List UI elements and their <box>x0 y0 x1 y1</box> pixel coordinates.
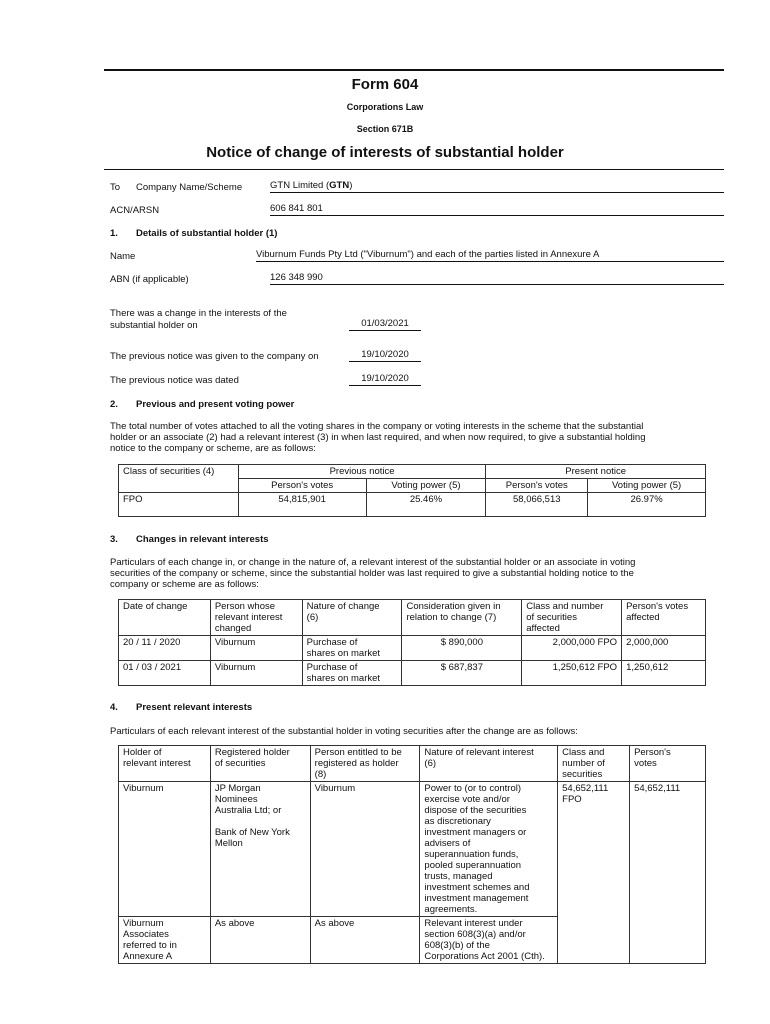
company-close: ) <box>349 180 353 191</box>
votes-cell <box>630 782 706 917</box>
registered-spacer <box>215 816 306 827</box>
nature-line3: dispose of the securities <box>424 805 527 816</box>
change-person-cell <box>210 636 302 661</box>
previous-header: Previous notice <box>329 466 395 477</box>
registered-line2: Nominees <box>214 794 258 805</box>
nature-line2: exercise vote and/or <box>424 794 510 805</box>
acn-field <box>270 203 724 216</box>
nature-line10: investment schemes and <box>424 882 530 893</box>
section3-para-line3: company or scheme are as follows: <box>110 579 259 590</box>
row-pres-power-cell <box>588 493 706 517</box>
previous-header-cell <box>238 465 486 479</box>
prev-dated-field <box>349 373 421 386</box>
holder-value: Viburnum <box>123 783 164 794</box>
nature-line12: agreements. <box>424 904 478 915</box>
present-header-cell <box>486 465 706 479</box>
present-header: Present notice <box>565 466 627 477</box>
section4-title: Present relevant interests <box>136 702 253 713</box>
holder-cell <box>119 782 211 917</box>
registered-line3: Australia Ltd; or <box>214 805 282 816</box>
entitled-cell <box>310 917 420 964</box>
name-label: Name <box>110 251 136 262</box>
registered-cell <box>210 782 310 917</box>
change-class-number: 1,250,612 FPO <box>552 662 618 673</box>
nature-header-line2: (6) <box>424 758 437 769</box>
section2-para-line2: holder or an associate (2) had a relevant interest (3) in when last required, and when now required, to give a substantial holding <box>110 432 646 443</box>
change-date: 01/03/2021 <box>361 318 409 329</box>
nature-line5: investment managers or <box>424 827 527 838</box>
section1-number: 1. <box>110 228 118 239</box>
row-prev-power-cell <box>366 493 486 517</box>
votes-header-line1: Person's <box>634 747 671 758</box>
section4-number: 4. <box>110 702 118 713</box>
nature-header-line2: (6) <box>306 612 319 623</box>
section3-title: Changes in relevant interests <box>136 534 269 545</box>
change-class-number: 2,000,000 FPO <box>552 637 618 648</box>
nature-cell <box>420 917 558 964</box>
nature-line4: Corporations Act 2001 (Cth). <box>424 951 545 962</box>
class-header: Class of securities (4) <box>123 466 215 477</box>
holder-header-line1: Holder of <box>123 747 162 758</box>
prev-votes-header: Person's votes <box>271 480 334 491</box>
law-subtitle: Corporations Law <box>346 102 424 112</box>
registered-header-cell <box>210 746 310 782</box>
change-votes: 2,000,000 <box>626 637 669 648</box>
section2-paragraph <box>110 421 710 454</box>
consideration-header-line2: relation to change (7) <box>406 612 497 623</box>
change-nature-cell <box>302 661 402 686</box>
class-header-cell <box>119 465 239 493</box>
interests-header-row <box>119 746 706 782</box>
nature-line11: investment management <box>424 893 529 904</box>
votes-header-line1: Person's votes <box>626 601 689 612</box>
registered-value: As above <box>214 918 255 929</box>
date-header-cell <box>119 600 211 636</box>
company-label: Company Name/Scheme <box>136 182 243 193</box>
entitled-value: Viburnum <box>314 783 356 794</box>
nature-line2: section 608(3)(a) and/or <box>424 929 526 940</box>
table-row <box>119 917 706 964</box>
entitled-cell <box>310 782 420 917</box>
holder-line3: referred to in <box>123 940 177 951</box>
class-header-line3: securities <box>562 769 603 780</box>
nature-line6: advisers of <box>424 838 471 849</box>
class-number-header-cell <box>522 600 622 636</box>
row-prev-votes: 54,815,901 <box>278 494 326 505</box>
voting-table-header-row <box>119 465 706 479</box>
prev-given-label: The previous notice was given to the company on <box>110 351 319 362</box>
nature-header-line1: Nature of change <box>306 601 380 612</box>
section2-number: 2. <box>110 399 118 410</box>
change-class-number-cell <box>522 636 622 661</box>
nature-line3: 608(3)(b) of the <box>424 940 490 951</box>
section1-title: Details of substantial holder (1) <box>136 228 278 239</box>
row-class: FPO <box>123 494 143 505</box>
class-number-header-line3: affected <box>526 623 560 634</box>
entitled-header-line1: Person entitled to be <box>314 747 402 758</box>
section4-paragraph: Particulars of each relevant interest of the substantial holder in voting securities after the change are as follows: <box>110 726 578 737</box>
change-person-cell <box>210 661 302 686</box>
entitled-header-cell <box>310 746 420 782</box>
notice-title: Notice of change of interests of substantial holder <box>206 144 564 161</box>
class-cell-empty <box>558 917 630 964</box>
header-rule <box>104 169 724 170</box>
nature-line7: superannuation funds, <box>424 849 519 860</box>
registered-header-line2: of securities <box>214 758 266 769</box>
changes-header-row <box>119 600 706 636</box>
entitled-value: As above <box>314 918 355 929</box>
company-code: GTN <box>329 180 350 191</box>
class-header-line1: Class and <box>562 747 605 758</box>
entitled-header-line3: (8) <box>314 769 327 780</box>
consideration-header-cell <box>402 600 522 636</box>
pres-votes-header-cell <box>486 479 588 493</box>
votes-header-line2: votes <box>634 758 657 769</box>
change-consideration-cell <box>402 636 522 661</box>
class-cell <box>558 782 630 917</box>
pres-power-header-cell <box>588 479 706 493</box>
row-prev-votes-cell <box>238 493 366 517</box>
table-row <box>119 661 706 686</box>
change-date-cell <box>119 661 211 686</box>
nature-line8: pooled superannuation <box>424 860 522 871</box>
change-nature-line1: Purchase of <box>306 662 358 673</box>
nature-line1: Relevant interest under <box>424 918 523 929</box>
section3-para-line1: Particulars of each change in, or change in the nature of, a relevant interest of the substantial holder or an associate in voting <box>110 557 636 568</box>
change-nature-cell <box>302 636 402 661</box>
registered-cell <box>210 917 310 964</box>
holder-line2: Associates <box>123 929 169 940</box>
class-line2: FPO <box>562 794 582 805</box>
change-person: Viburnum <box>214 662 256 673</box>
change-label-line1: There was a change in the interests of the <box>110 308 287 319</box>
holder-line4: Annexure A <box>123 951 173 962</box>
nature-line1: Power to (or to control) <box>424 783 522 794</box>
class-number-header-line1: Class and number <box>526 601 604 612</box>
nature-line4: as discretionary <box>424 816 491 827</box>
change-consideration: $ 890,000 <box>440 637 483 648</box>
registered-header-line1: Registered holder <box>214 747 290 758</box>
change-date-cell <box>119 636 211 661</box>
pres-power-header: Voting power (5) <box>612 480 682 491</box>
section3-para-line2: securities of the company or scheme, since the substantial holder was last required to give a substantial holding notice to the <box>110 568 634 579</box>
section2-para-line1: The total number of votes attached to all the voting shares in the company or voting interests in the scheme that the substantial <box>110 421 644 432</box>
change-date: 20 / 11 / 2020 <box>123 637 181 648</box>
class-number-header-line2: of securities <box>526 612 577 623</box>
prev-dated-date: 19/10/2020 <box>361 373 409 384</box>
nature-header-cell <box>420 746 558 782</box>
prev-power-header: Voting power (5) <box>391 480 461 491</box>
nature-line9: trusts, managed <box>424 871 493 882</box>
row-pres-votes: 58,066,513 <box>512 494 561 505</box>
pres-votes-header: Person's votes <box>505 480 568 491</box>
change-label-line2: substantial holder on <box>110 320 198 331</box>
change-date-field <box>349 318 421 331</box>
change-votes-cell <box>622 661 706 686</box>
votes-header-cell <box>630 746 706 782</box>
change-class-number-cell <box>522 661 622 686</box>
prev-votes-header-cell <box>238 479 366 493</box>
acn-label: ACN/ARSN <box>110 205 160 216</box>
class-line1: 54,652,111 <box>562 783 609 794</box>
prev-power-header-cell <box>366 479 486 493</box>
row-pres-power: 26.97% <box>630 494 663 505</box>
date-header: Date of change <box>123 601 188 612</box>
registered-line4: Bank of New York <box>214 827 290 838</box>
prev-given-date: 19/10/2020 <box>361 349 409 360</box>
name-value: Viburnum Funds Pty Ltd ("Viburnum") and each of the parties listed in Annexure A <box>256 249 600 260</box>
abn-label: ABN (if applicable) <box>110 274 189 285</box>
prev-given-field <box>349 349 421 362</box>
section-subtitle: Section 671B <box>356 124 414 134</box>
change-date: 01 / 03 / 2021 <box>123 662 182 673</box>
class-header-line2: number of <box>562 758 605 769</box>
registered-line5: Mellon <box>214 838 243 849</box>
present-interests-table <box>118 745 706 964</box>
row-pres-votes-cell <box>486 493 588 517</box>
to-label: To <box>110 182 121 193</box>
change-person: Viburnum <box>214 637 256 648</box>
person-header-line2: relevant interest <box>214 612 283 623</box>
abn-field <box>270 272 724 285</box>
section3-paragraph <box>110 557 710 590</box>
votes-value: 54,652,111 <box>634 783 681 794</box>
form-title: Form 604 <box>351 76 419 93</box>
change-votes-cell <box>622 636 706 661</box>
changes-table <box>118 599 706 686</box>
table-row <box>119 636 706 661</box>
abn-value: 126 348 990 <box>270 272 323 283</box>
row-class-cell <box>119 493 239 517</box>
person-header-line3: changed <box>214 623 252 634</box>
person-header-line1: Person whose <box>214 601 276 612</box>
nature-cell <box>420 782 558 917</box>
section3-number: 3. <box>110 534 118 545</box>
table-row <box>119 782 706 917</box>
holder-line1: Viburnum <box>123 918 164 929</box>
change-consideration: $ 687,837 <box>440 662 483 673</box>
prev-dated-label: The previous notice was dated <box>110 375 239 386</box>
row-prev-power: 25.46% <box>409 494 443 505</box>
change-nature-line2: shares on market <box>306 648 381 659</box>
holder-header-cell <box>119 746 211 782</box>
class-header-cell <box>558 746 630 782</box>
entitled-header-line2: registered as holder <box>314 758 399 769</box>
company-field <box>270 180 724 193</box>
votes-cell-empty <box>630 917 706 964</box>
votes-header-cell <box>622 600 706 636</box>
change-nature-line1: Purchase of <box>306 637 358 648</box>
nature-header-line1: Nature of relevant interest <box>424 747 534 758</box>
holder-cell <box>119 917 211 964</box>
company-name: GTN Limited ( <box>270 180 330 191</box>
consideration-header-line1: Consideration given in <box>406 601 501 612</box>
holder-header-line2: relevant interest <box>123 758 191 769</box>
top-rule <box>104 69 724 71</box>
change-nature-line2: shares on market <box>306 673 381 684</box>
name-field <box>256 249 724 262</box>
section2-para-line3: notice to the company or scheme, are as follows: <box>110 443 316 454</box>
change-votes: 1,250,612 <box>626 662 669 673</box>
change-consideration-cell <box>402 661 522 686</box>
voting-power-table <box>118 464 706 517</box>
registered-line1: JP Morgan <box>214 783 261 794</box>
votes-header-line2: affected <box>626 612 660 623</box>
acn-value: 606 841 801 <box>270 203 323 214</box>
table-row <box>119 493 706 517</box>
nature-header-cell <box>302 600 402 636</box>
section2-title: Previous and present voting power <box>136 399 295 410</box>
person-header-cell <box>210 600 302 636</box>
